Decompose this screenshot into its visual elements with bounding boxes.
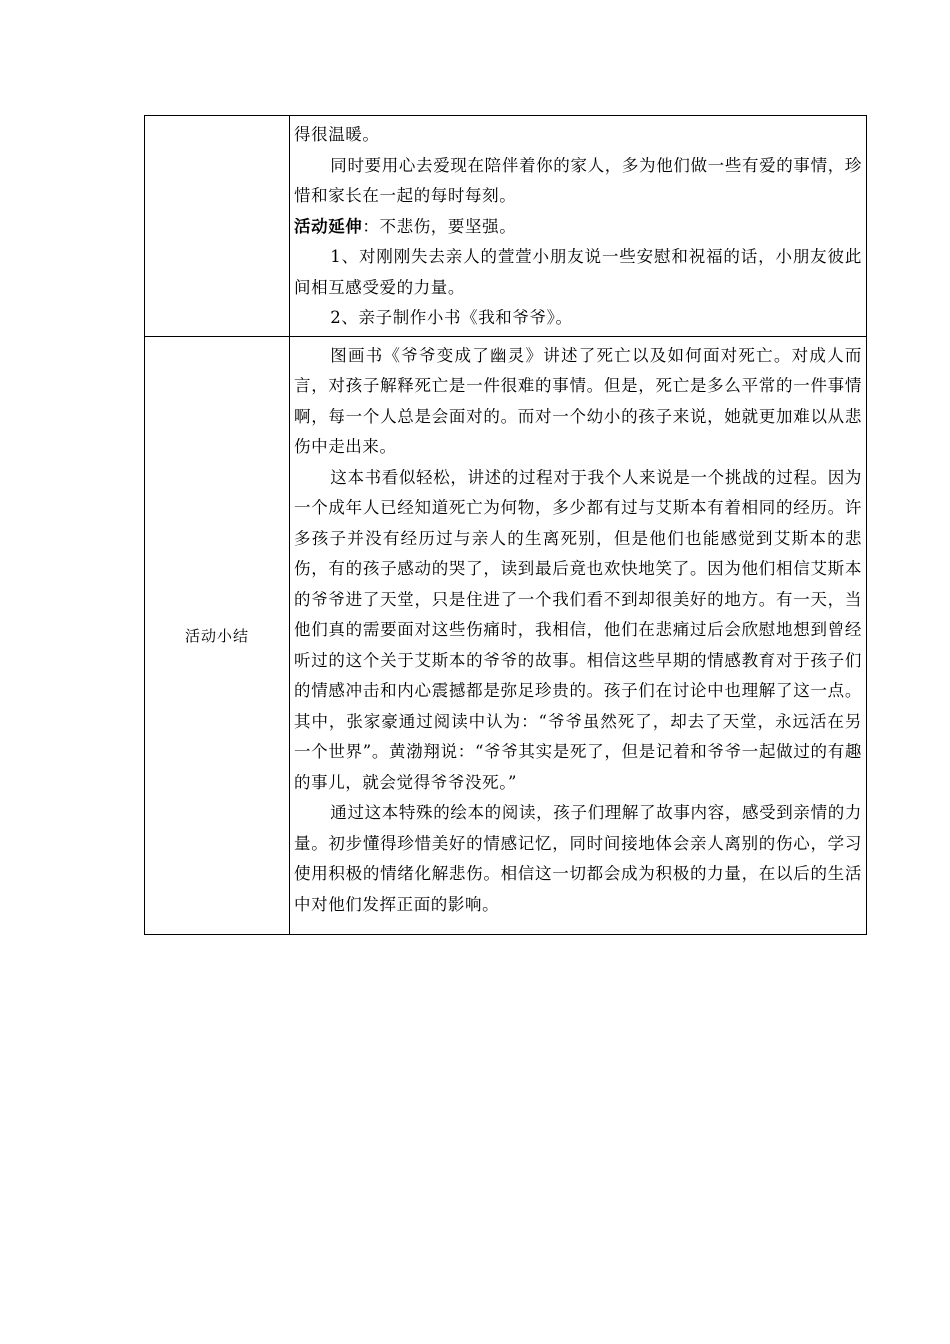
table-row	[145, 336, 867, 934]
paragraph: 1、对刚刚失去亲人的萱萱小朋友说一些安慰和祝福的话，小朋友彼此间相互感受爱的力量。	[294, 247, 862, 297]
paragraph: 2、亲子制作小书《我和爷爷》。	[330, 308, 573, 327]
paragraph: 这本书看似轻松，讲述的过程对于我个人来说是一个挑战的过程。因为一个成年人已经知道死亡为何物，多少都有过与艾斯本有着相同的经历。许多孩子并没有经历过与亲人的生离死别，但是他们也能感觉到艾斯本的悲伤，有的孩子感动的哭了，读到最后竟也欢快地笑了。因为他们相信艾斯本的爷爷进了天堂，只是住进了一个我们看不到却很美好的地方。有一天，当他们真的需要面对这些伤痛时，我相信，他们在悲痛过后会欣慰地想到曾经听过的这个关于艾斯本的爷爷的故事。相信这些早期的情感教育对于孩子们的情感冲击和内心震撼都是弥足珍贵的。孩子们在讨论中也理解了这一点。其中，张家豪通过阅读中认为：“爷爷虽然死了，却去了天堂，永远活在另一个世界”。黄渤翔说：“爷爷其实是死了，但是记着和爷爷一起做过的有趣的事儿，就会觉得爷爷没死。”	[294, 467, 862, 792]
activity-extension-paragraph	[294, 212, 862, 243]
activity-summary-label: 活动小结	[184, 626, 249, 645]
row-label-empty	[145, 116, 290, 337]
row-content	[290, 116, 867, 337]
row-label-cell	[145, 336, 290, 934]
paragraph: 图画书《爷爷变成了幽灵》讲述了死亡以及如何面对死亡。对成人而言，对孩子解释死亡是一件很难的事情。但是，死亡是多么平常的一件事情啊，每一个人总是会面对的。而对一个幼小的孩子来说，她就更加难以从悲伤中走出来。	[294, 345, 862, 456]
paragraph: 同时要用心去爱现在陪伴着你的家人，多为他们做一些有爱的事情，珍惜和家长在一起的每时每刻。	[294, 155, 862, 205]
table-row	[145, 116, 867, 337]
activity-extension-text: ：不悲伤，要坚强。	[362, 216, 517, 236]
paragraph: 得很温暖。	[294, 125, 380, 144]
activity-table	[144, 115, 867, 935]
activity-extension-label: 活动延伸	[294, 216, 363, 236]
paragraph: 通过这本特殊的绘本的阅读，孩子们理解了故事内容，感受到亲情的力量。初步懂得珍惜美好的情感记忆，同时间接地体会亲人离别的伤心，学习使用积极的情绪化解悲伤。相信这一切都会成为积极的力量，在以后的生活中对他们发挥正面的影响。	[294, 803, 862, 914]
row-content	[290, 336, 867, 934]
